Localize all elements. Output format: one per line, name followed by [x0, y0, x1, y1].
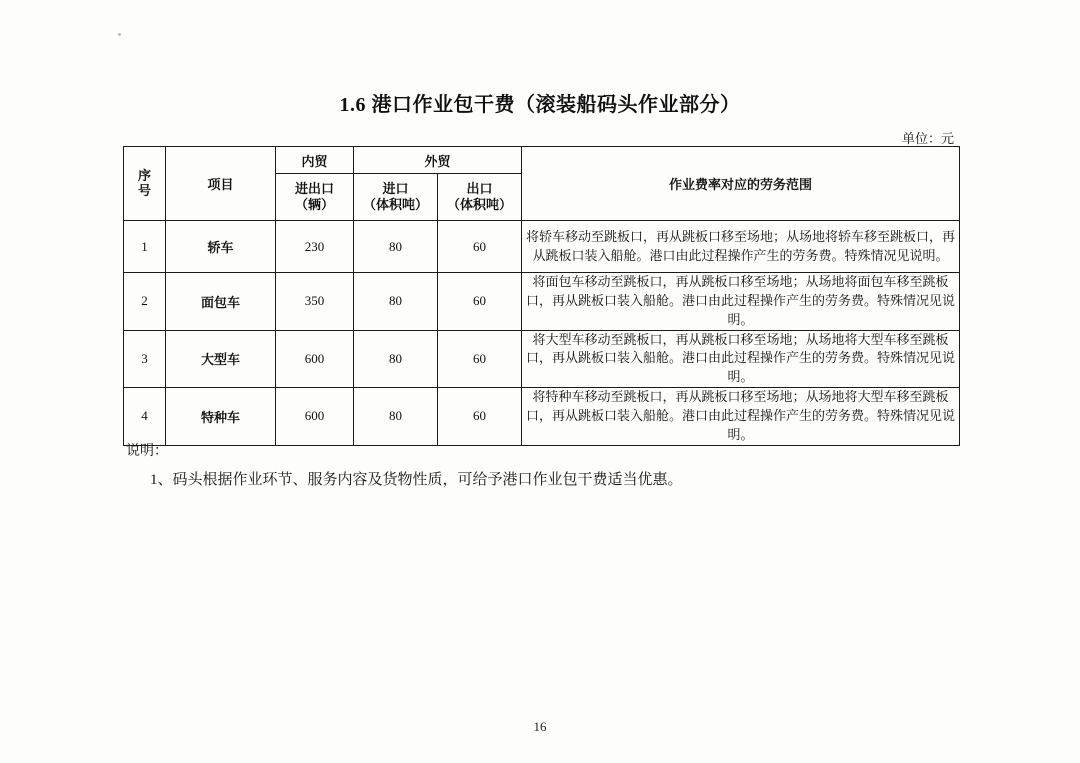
header-domestic-sub-line1: 进出口	[294, 180, 334, 196]
header-seq-line1: 序	[137, 167, 151, 183]
cell-item: 大型车	[166, 330, 276, 388]
header-import-sub	[354, 174, 438, 221]
cell-seq: 1	[124, 221, 166, 273]
header-domestic-sub-line2: （辆）	[294, 197, 334, 212]
page-title: 1.6 港口作业包干费（滚装船码头作业部分）	[339, 94, 741, 116]
cell-domestic: 600	[276, 330, 354, 388]
cell-import: 80	[354, 388, 438, 446]
note-item: 1、码头根据作业环节、服务内容及货物性质，可给予港口作业包干费适当优惠。	[150, 472, 683, 488]
cell-export: 60	[438, 273, 522, 331]
table-body	[124, 221, 960, 446]
cell-import: 80	[354, 330, 438, 388]
cell-scope: 将大型车移动至跳板口，再从跳板口移至场地；从场地将大型车移至跳板口，再从跳板口装入船舱。港口由此过程操作产生的劳务费。特殊情况见说明。	[522, 330, 960, 388]
header-seq-line2: 号	[137, 182, 151, 198]
header-import-sub-line2: （体积吨）	[362, 197, 428, 212]
cell-domestic: 600	[276, 388, 354, 446]
header-scope: 作业费率对应的劳务范围	[522, 147, 960, 221]
cell-seq: 2	[124, 273, 166, 331]
cell-export: 60	[438, 330, 522, 388]
notes-label: 说明：	[126, 444, 168, 459]
header-export-sub-line1: 出口	[466, 180, 493, 196]
header-export-sub-line2: （体积吨）	[447, 197, 513, 212]
cell-item: 轿车	[166, 221, 276, 273]
cell-import: 80	[354, 273, 438, 331]
cell-seq: 3	[124, 330, 166, 388]
table-row	[124, 330, 960, 388]
cell-import: 80	[354, 221, 438, 273]
header-seq	[124, 147, 166, 221]
header-export-sub	[438, 174, 522, 221]
cell-scope: 将面包车移动至跳板口，再从跳板口移至场地；从场地将面包车移至跳板口，再从跳板口装入船舱。港口由此过程操作产生的劳务费。特殊情况见说明。	[522, 273, 960, 331]
cell-item: 面包车	[166, 273, 276, 331]
header-domestic-sub	[276, 174, 354, 221]
header-item: 项目	[166, 147, 276, 221]
page-number: 16	[533, 719, 547, 734]
cell-item: 特种车	[166, 388, 276, 446]
scan-speck	[118, 33, 121, 36]
cell-export: 60	[438, 221, 522, 273]
cell-scope: 将特种车移动至跳板口，再从跳板口移至场地；从场地将大型车移至跳板口，再从跳板口装入船舱。港口由此过程操作产生的劳务费。特殊情况见说明。	[522, 388, 960, 446]
header-import-sub-line1: 进口	[382, 180, 409, 196]
table-row	[124, 273, 960, 331]
cell-scope: 将轿车移动至跳板口，再从跳板口移至场地；从场地将轿车移至跳板口，再从跳板口装入船舱。港口由此过程操作产生的劳务费。特殊情况见说明。	[522, 221, 960, 273]
cell-domestic: 350	[276, 273, 354, 331]
header-domestic-group: 内贸	[276, 147, 354, 174]
cell-export: 60	[438, 388, 522, 446]
header-foreign-group: 外贸	[354, 147, 522, 174]
table-header	[124, 147, 960, 221]
unit-note: 单位：元	[901, 131, 954, 146]
table-row	[124, 221, 960, 273]
rate-table	[123, 146, 960, 446]
cell-seq: 4	[124, 388, 166, 446]
cell-domestic: 230	[276, 221, 354, 273]
table-row	[124, 388, 960, 446]
